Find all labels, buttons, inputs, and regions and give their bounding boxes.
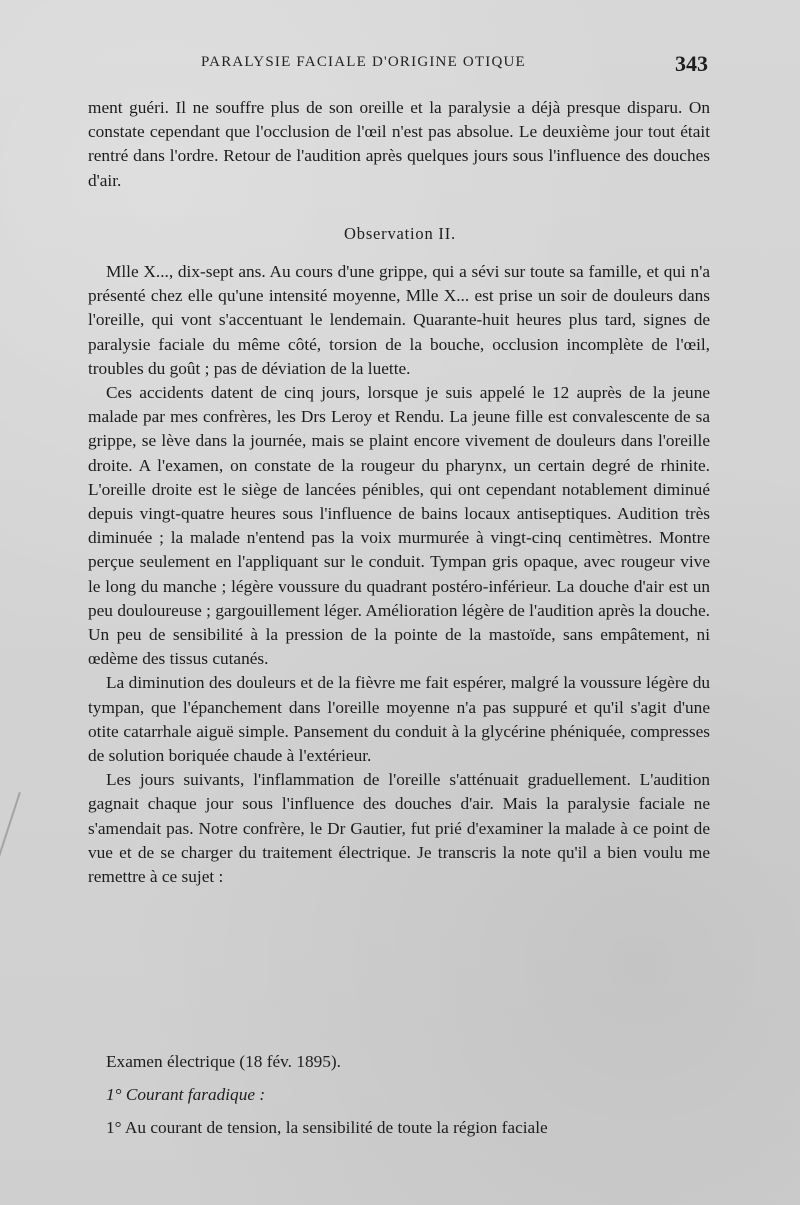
observation-body [88,260,710,889]
exam-item-1: 1° Courant faradique : [106,1085,266,1105]
paragraph-4: Les jours suivants, l'inflammation de l'oreille s'atténuait graduellement. L'audition gagnait chaque jour sous l'influence des douches d'air. Mais la paralysie faciale ne s'amendait pas. Notre confrère, le Dr Gautier, fut prié d'examiner la malade à ce point de vue et de se charger du traitement électrique. Je transcris la note qu'il a bien voulu me remettre à ce sujet : [88,770,710,887]
paragraph-1: Mlle X..., dix-sept ans. Au cours d'une grippe, qui a sévi sur toute sa famille, et qui n'a présenté chez elle qu'une intensité moyenne, Mlle X... est prise un soir de douleurs dans l'oreille, qui vont s'accentuant le lendemain. Quarante-huit heures plus tard, signes de paralysie faciale du même côté, torsion de la bouche, occlusion incomplète de l'œil, troubles du goût ; pas de déviation de la luette. [88,262,710,378]
top-paragraph: ment guéri. Il ne souffre plus de son oreille et la paralysie a déjà presque disparu. On constate cependant que l'occlusion de l'œil n'est pas absolue. Le deuxième jour tout était rentré dans l'ordre. Retour de l'audition après quelques jours sous l'influence des douches d'air. [88,98,710,190]
page-header [88,53,710,79]
page-number: 343 [675,51,708,76]
exam-section [88,1050,710,1150]
scan-artifact [0,792,21,878]
top-paragraph-block [88,96,710,193]
exam-title: Examen électrique (18 fév. 1895). [106,1052,341,1071]
exam-item-2: 1° Au courant de tension, la sensibilité de toute la région faciale [106,1118,548,1138]
paragraph-3: La diminution des douleurs et de la fièvre me fait espérer, malgré la voussure légère du tympan, que l'épanchement dans l'oreille moyenne n'a pas suppuré et qu'il s'agit d'une otite catarrhale aiguë simple. Pansement du conduit à la glycérine phéniquée, compresses de solution boriquée chaude à l'extérieur. [88,673,710,766]
running-title: PARALYSIE FACIALE D'ORIGINE OTIQUE [201,54,526,70]
paragraph-2: Ces accidents datent de cinq jours, lorsque je suis appelé le 12 auprès de la jeune malade par mes confrères, les Drs Leroy et Rendu. La jeune fille est convalescente de sa grippe, se lève dans la journée, mais se plaint encore vivement de douleurs dans l'oreille droite. A l'examen, on constate de la rougeur du pharynx, un certain degré de rhinite. L'oreille droite est le siège de lancées pénibles, qui ont cependant notablement diminué depuis vingt-quatre heures sous l'influence de bains locaux antiseptiques. Audition très diminuée ; la malade n'entend pas la voix murmurée à vingt-cinq centimètres. Montre perçue seulement en l'appliquant sur le conduit. Tympan gris opaque, avec rougeur vive le long du manche ; légère voussure du quadrant postéro-inférieur. La douche d'air est un peu douloureuse ; gargouillement léger. Amélioration légère de l'audition après la douche. Un peu de sensibilité à la pression de la pointe de la mastoïde, sans empâtement, ni œdème des tissus cutanés. [88,383,710,669]
observation-title: Observation II. [344,224,456,243]
